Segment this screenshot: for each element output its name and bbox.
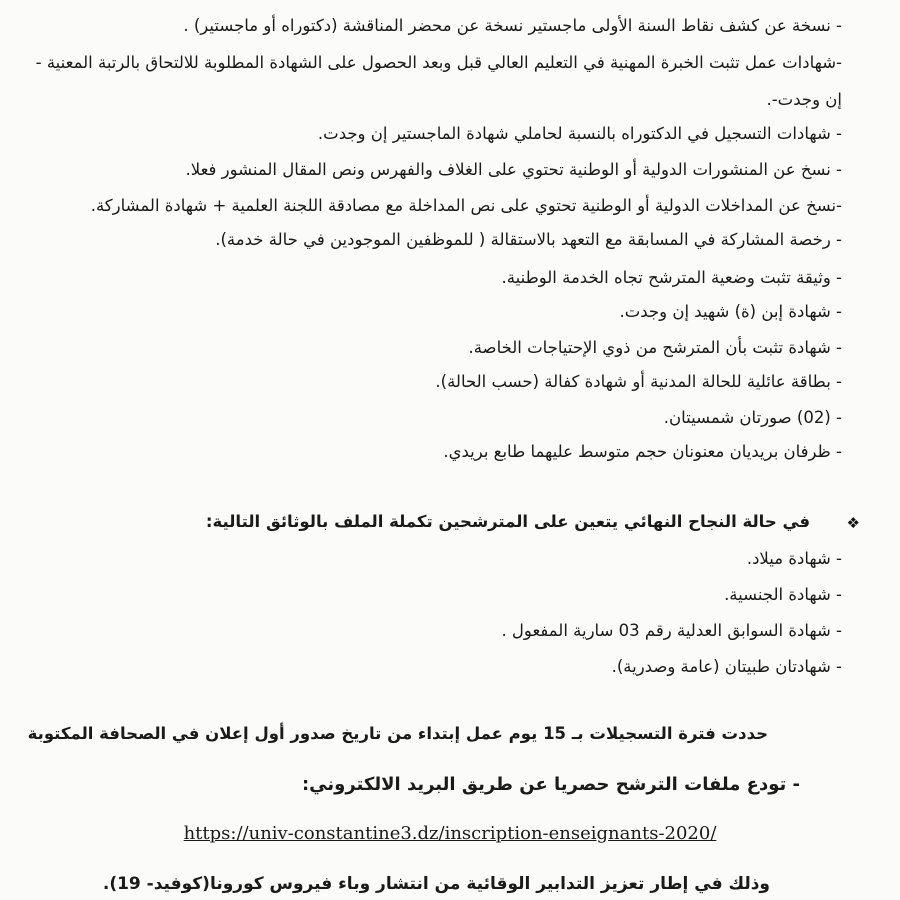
doc-item: - رخصة المشاركة في المسابقة مع التعهد بالاستقالة ( للموظفين الموجودين في حالة خدمة). (215, 230, 842, 249)
final-doc-item: - شهادتان طبيتان (عامة وصدرية). (611, 657, 842, 676)
covid-notice: وذلك في إطار تعزيز التدابير الوقائية من انتشار وباء فيروس كورونا(كوفيد- 19). (102, 874, 770, 894)
doc-item: - شهادة إبن (ة) شهيد إن وجدت. (619, 302, 842, 321)
doc-item: - نسخة عن كشف نقاط السنة الأولى ماجستير نسخة عن محضر المناقشة (دكتوراه أو ماجستير) . (183, 16, 842, 35)
email-notice: - تودع ملفات الترشح حصريا عن طريق البريد الالكتروني: (301, 774, 800, 795)
doc-item: - نسخ عن المنشورات الدولية أو الوطنية تحتوي على الغلاف والفهرس ونص المقال المنشور فعلا. (185, 160, 842, 179)
doc-item: - ظرفان بريديان معنونان حجم متوسط عليهما طابع بريدي. (443, 442, 842, 461)
doc-item: - شهادات التسجيل في الدكتوراه بالنسبة لحاملي شهادة الماجستير إن وجدت. (317, 124, 842, 143)
final-heading: في حالة النجاح النهائي يتعين على المترشحين تكملة الملف بالوثائق التالية: (205, 512, 810, 531)
doc-item: - بطاقة عائلية للحالة المدنية أو شهادة كفالة (حسب الحالة). (435, 372, 842, 391)
doc-item: -شهادات عمل تثبت الخبرة المهنية في التعليم العالي قبل وبعد الحصول على الشهادة المطلوبة للالتحاق بالرتبة المعنية - (35, 53, 842, 72)
doc-item: - شهادة تثبت بأن المترشح من ذوي الإحتياجات الخاصة. (468, 338, 842, 357)
final-doc-item: - شهادة ميلاد. (746, 549, 842, 568)
registration-period: حددت فترة التسجيلات بـ 15 يوم عمل إبتداء من تاريخ صدور أول إعلان في الصحافة المكتوبة (27, 724, 768, 743)
final-doc-item: - شهادة السوابق العدلية رقم 03 سارية المفعول . (501, 621, 842, 640)
doc-item: إن وجدت-. (766, 90, 842, 109)
diamond-bullet-icon: ❖ (846, 514, 860, 532)
registration-url[interactable]: https://univ-constantine3.dz/inscription-enseignants-2020/ (183, 823, 717, 844)
doc-item: - (02) صورتان شمسيتان. (663, 408, 842, 427)
doc-item: -نسخ عن المداخلات الدولية أو الوطنية تحتوي على نص المداخلة مع مصادقة اللجنة العلمية + شهادة المشاركة. (90, 196, 842, 215)
final-doc-item: - شهادة الجنسية. (724, 585, 842, 604)
doc-item: - وثيقة تثبت وضعية المترشح تجاه الخدمة الوطنية. (501, 268, 842, 287)
